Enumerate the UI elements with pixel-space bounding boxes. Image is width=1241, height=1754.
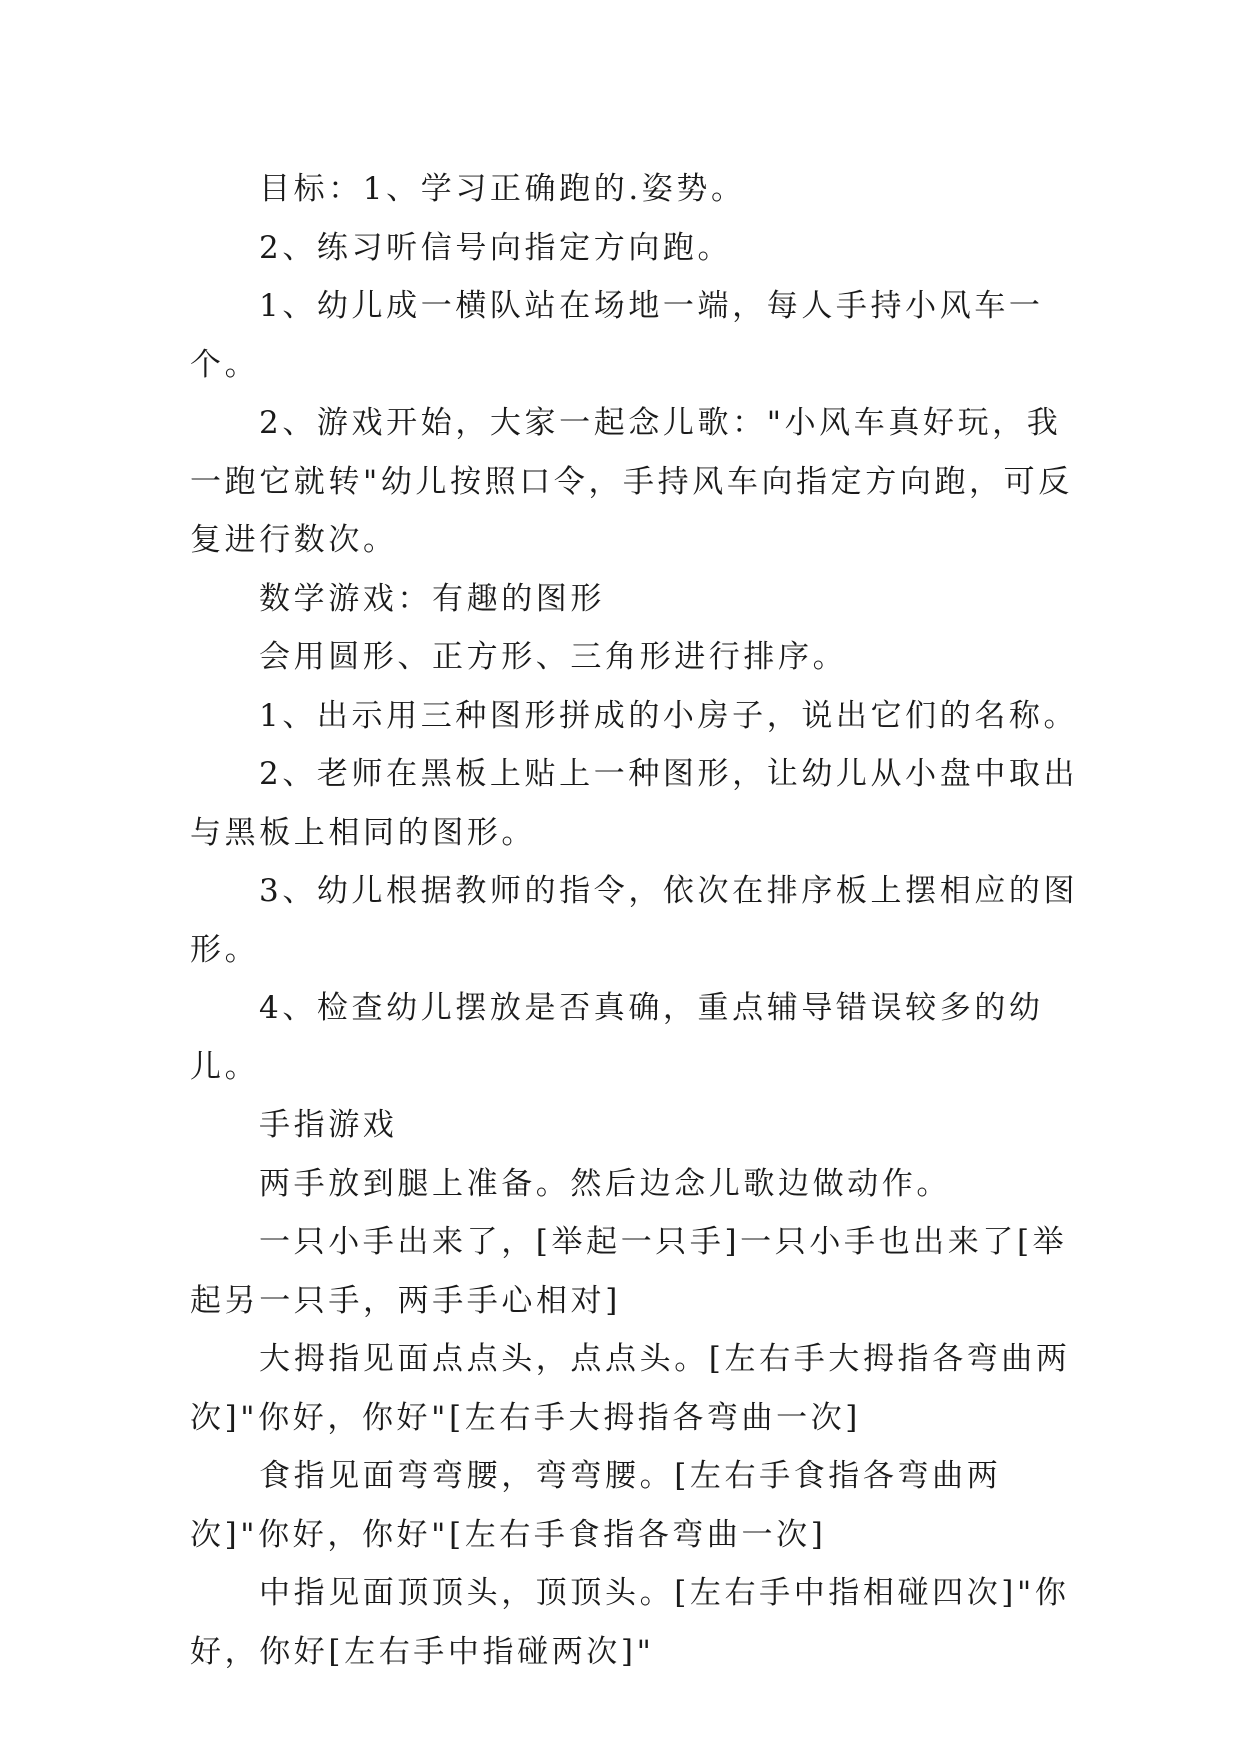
paragraph-math-step-2: 2、老师在黑板上贴上一种图形，让幼儿从小盘中取出与黑板上相同的图形。: [190, 756, 1079, 851]
paragraph-math-step-4: 4、检查幼儿摆放是否真确，重点辅导错误较多的幼儿。: [190, 990, 1044, 1085]
paragraph-finger-index: 食指见面弯弯腰，弯弯腰。[左右手食指各弯曲两次]"你好，你好"[左右手食指各弯曲一次]: [190, 1458, 1002, 1553]
paragraph-math-goal: 会用圆形、正方形、三角形进行排序。: [259, 639, 848, 675]
document-body: [190, 160, 1090, 1681]
paragraph-goal-2: 2、练习听信号向指定方向跑。: [259, 229, 733, 266]
paragraph-finger-prepare: 两手放到腿上准备。然后边念儿歌边做动作。: [259, 1165, 951, 1202]
paragraph-math-step-1: 1、出示用三种图形拼成的小房子，说出它们的名称。: [259, 697, 1079, 734]
section-title-math-game: 数学游戏：有趣的图形: [259, 580, 605, 617]
paragraph-finger-hands: 一只小手出来了，[举起一只手]一只小手也出来了[举起另一只手，两手手心相对]: [190, 1224, 1068, 1319]
paragraph-finger-thumb: 大拇指见面点点头，点点头。[左右手大拇指各弯曲两次]"你好，你好"[左右手大拇指各弯曲一次]: [190, 1341, 1071, 1436]
section-title-finger-game: 手指游戏: [259, 1107, 398, 1143]
paragraph-math-step-3: 3、幼儿根据教师的指令，依次在排序板上摆相应的图形。: [190, 873, 1079, 968]
paragraph-goal: 目标：1、学习正确跑的.姿势。: [259, 171, 746, 207]
paragraph-step-1: 1、幼儿成一横队站在场地一端，每人手持小风车一个。: [190, 288, 1044, 383]
paragraph-finger-middle: 中指见面顶顶头，顶顶头。[左右手中指相碰四次]"你好，你好[左右手中指碰两次]": [190, 1575, 1070, 1670]
paragraph-step-2: 2、游戏开始，大家一起念儿歌："小风车真好玩，我一跑它就转"幼儿按照口令，手持风车向指定方向跑，可反复进行数次。: [190, 405, 1073, 558]
